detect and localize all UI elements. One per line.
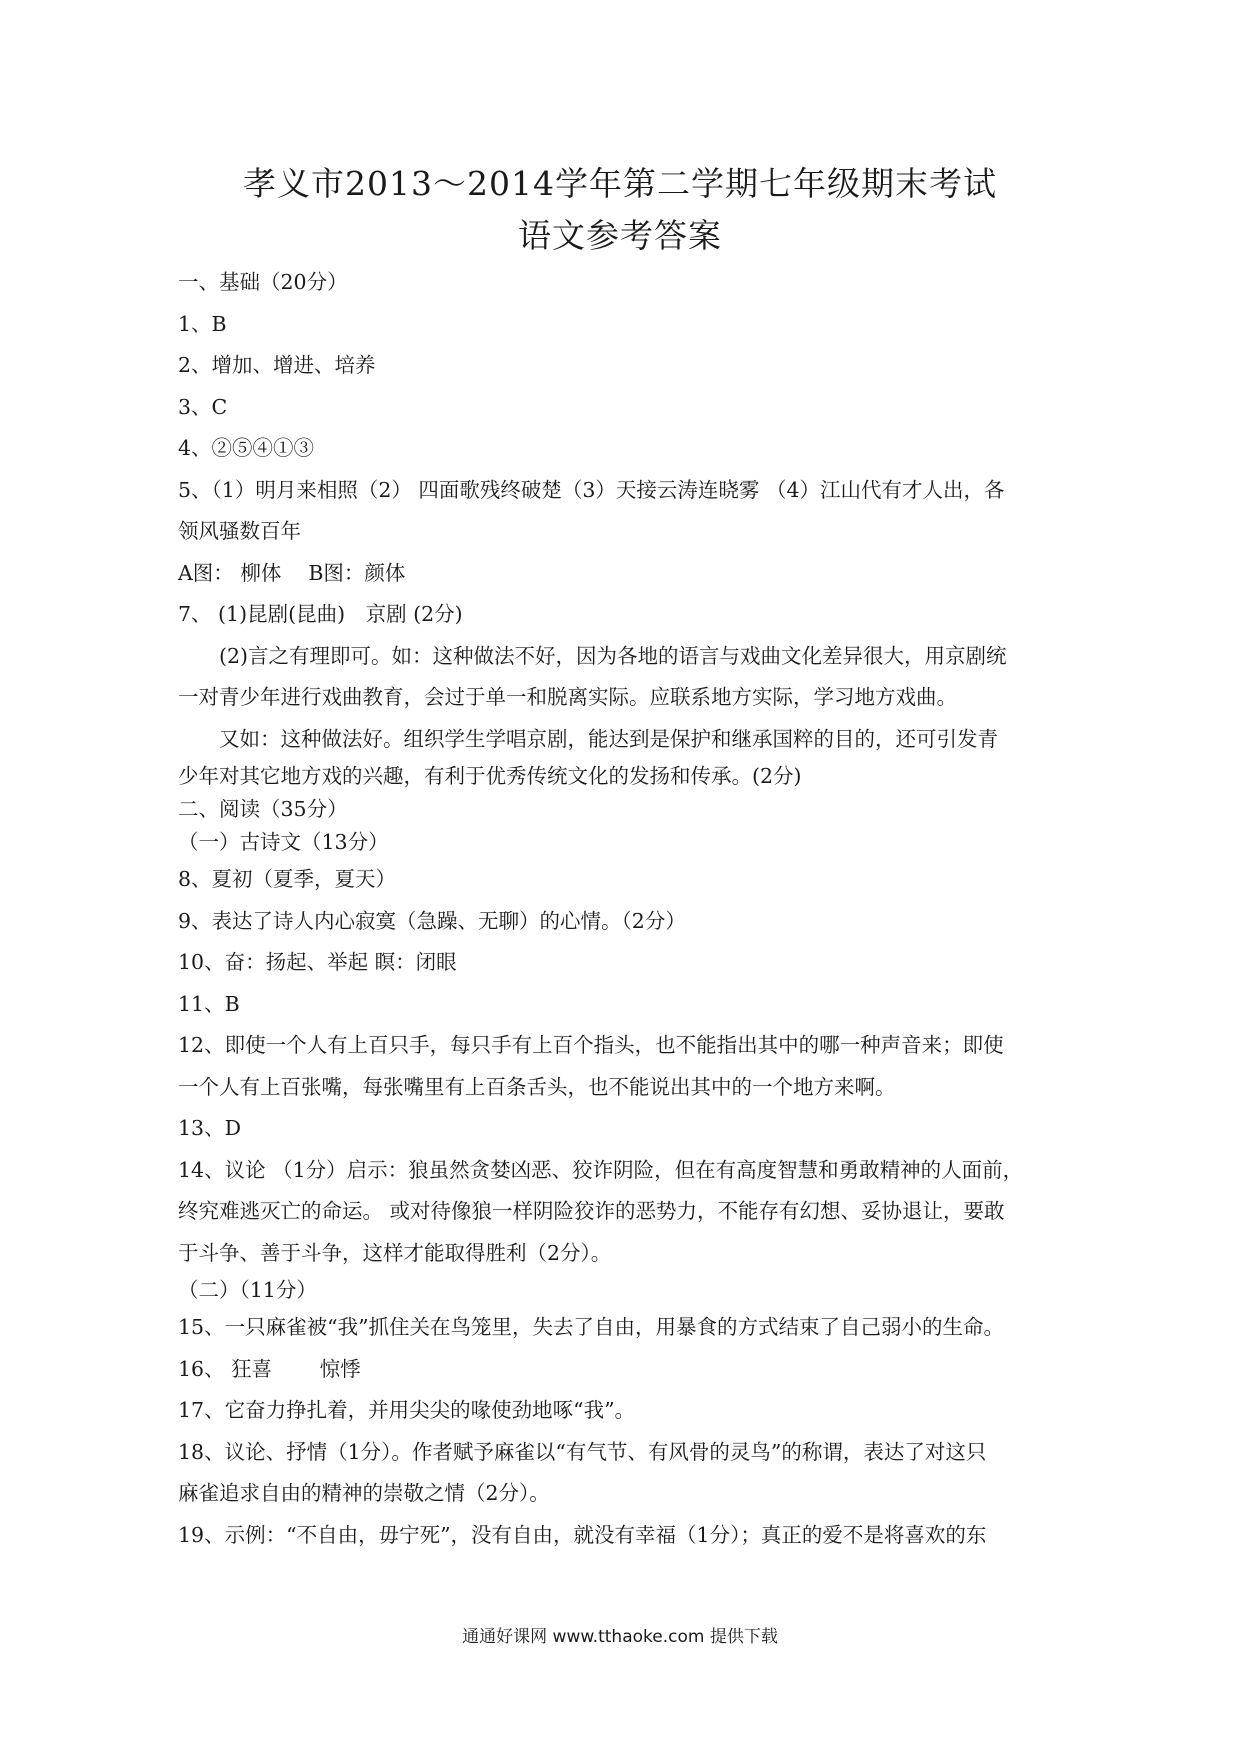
answer-line: 麻雀追求自由的精神的崇敬之情（2分）。 — [178, 1481, 550, 1505]
answer-line: 7、 (1)昆剧(昆曲) 京剧 (2分) — [178, 602, 463, 626]
answer-body — [178, 262, 1062, 1556]
document-subtitle: 语文参考答案 — [518, 216, 722, 255]
answer-line: 10、奋：扬起、举起 瞑：闭眼 — [178, 950, 457, 974]
answer-line: 领风骚数百年 — [178, 519, 301, 543]
answer-line: (2)言之有理即可。如：这种做法不好，因为各地的语言与戏曲文化差异很大，用京剧统 — [219, 643, 1007, 668]
subsection-heading: （二）（11分） — [178, 1278, 317, 1302]
answer-line: 一个人有上百张嘴，每张嘴里有上百条舌头，也不能说出其中的一个地方来啊。 — [178, 1074, 896, 1099]
answer-line: 9、表达了诗人内心寂寞（急躁、无聊）的心情。（2分） — [178, 908, 686, 933]
section-heading: 一、基础（20分） — [178, 270, 348, 294]
footer-source: 通通好课网 www.tthaoke.com 提供下载 — [462, 1627, 778, 1647]
answer-line: 3、C — [178, 394, 228, 419]
answer-line: 1、B — [178, 311, 227, 336]
answer-line: 4、②⑤④①③ — [178, 436, 315, 460]
subsection-heading: （一）古诗文（13分） — [178, 830, 389, 854]
answer-line: 少年对其它地方戏的兴趣，有利于优秀传统文化的发扬和传承。(2分) — [178, 764, 802, 788]
answer-line: 15、一只麻雀被“我”抓住关在鸟笼里，失去了自由，用暴食的方式结束了自己弱小的生命。 — [178, 1315, 1005, 1339]
answer-line: 2、增加、增进、培养 — [178, 353, 376, 377]
answer-line: 8、夏初（夏季，夏天） — [178, 867, 397, 891]
answer-line: 14、议论 （1分）启示：狼虽然贪婪凶恶、狡诈阴险，但在有高度智慧和勇敢精神的人面前， — [178, 1157, 1024, 1182]
answer-line: A图： 柳体 B图：颜体 — [178, 560, 406, 585]
section-heading: 二、阅读（35分） — [178, 797, 348, 821]
answer-line: 于斗争、善于斗争，这样才能取得胜利（2分）。 — [178, 1240, 612, 1265]
answer-line: 19、示例：“不自由，毋宁死”，没有自由，就没有幸福（1分）；真正的爱不是将喜欢的东 — [178, 1522, 987, 1547]
answer-line: 终究难逃灭亡的命运。 或对待像狼一样阴险狡诈的恶势力，不能存有幻想、妥协退让，要敢 — [178, 1199, 1005, 1223]
answer-line: 13、D — [178, 1116, 242, 1140]
answer-line: 12、即使一个人有上百只手，每只手有上百个指头，也不能指出其中的哪一种声音来；即使 — [178, 1033, 1004, 1057]
answer-line: 11、B — [178, 991, 240, 1016]
answer-line: 一对青少年进行戏曲教育，会过于单一和脱离实际。应联系地方实际，学习地方戏曲。 — [178, 685, 957, 709]
answer-line: 16、 狂喜 惊悸 — [178, 1356, 361, 1381]
document-title: 孝义市2013～2014学年第二学期七年级期末考试 — [243, 164, 997, 203]
answer-line: 18、议论、抒情（1分）。作者赋予麻雀以“有气节、有风骨的灵鸟”的称谓，表达了对这只 — [178, 1439, 987, 1464]
answer-line: 17、它奋力挣扎着，并用尖尖的喙使劲地啄“我”。 — [178, 1398, 636, 1422]
answer-line: 又如：这种做法好。组织学生学唱京剧，能达到是保护和继承国粹的目的，还可引发青 — [219, 726, 998, 751]
answer-line: 5、（1）明月来相照（2） 四面歌残终破楚（3）天接云涛连晓雾 （4）江山代有才人出，各 — [178, 477, 1005, 502]
